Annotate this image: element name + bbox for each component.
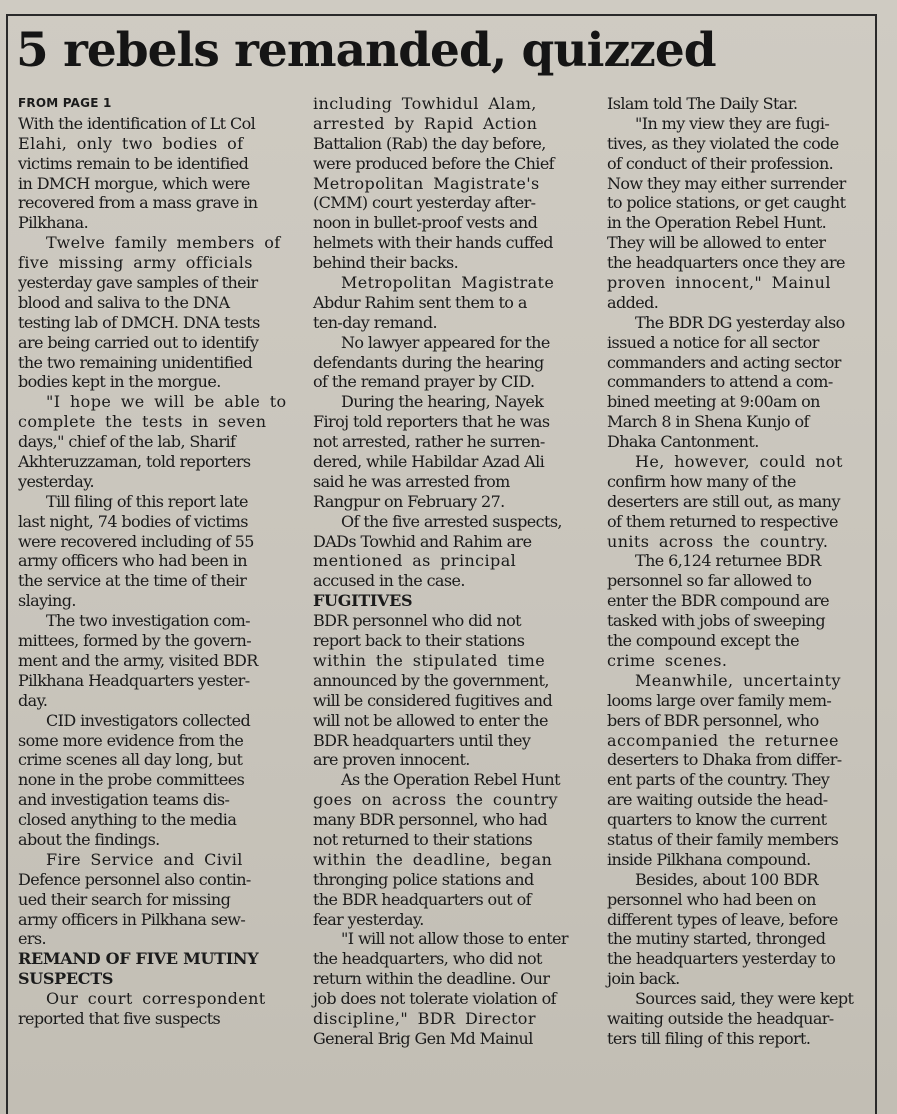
article-text-line: DADs Towhid and Rahim are xyxy=(313,531,532,551)
article-text-line: looms large over family mem- xyxy=(607,690,832,710)
article-text-line: the service at the time of their xyxy=(18,571,247,591)
article-text-line: Metropolitan Magistrate xyxy=(341,273,555,293)
article-text-line: personnel who had been on xyxy=(607,889,816,909)
article-text-line: reported that five suspects xyxy=(18,1008,221,1028)
article-text-line: join back. xyxy=(607,969,680,989)
article-text-line: fear yesterday. xyxy=(313,909,424,929)
article-text-line: The two investigation com- xyxy=(46,611,250,631)
article-text-line: and investigation teams dis- xyxy=(18,790,230,810)
article-text-line: Firoj told reporters that he was xyxy=(313,412,550,432)
article-text-line: Our court correspondent xyxy=(46,989,266,1009)
article-text-line: BDR personnel who did not xyxy=(313,611,521,631)
article-text-line: accused in the case. xyxy=(313,571,465,591)
article-text-line: within the stipulated time xyxy=(313,650,546,670)
article-text-line: dered, while Habildar Azad Ali xyxy=(313,452,545,472)
article-text-line: crime scenes all day long, but xyxy=(18,750,243,770)
article-text-line: five missing army officials xyxy=(18,253,253,273)
article-text-line: Islam told The Daily Star. xyxy=(607,94,798,113)
article-text-line: March 8 in Shena Kunjo of xyxy=(607,412,809,432)
article-text-line: within the deadline, began xyxy=(313,849,553,869)
article-text-line: behind their backs. xyxy=(313,253,459,273)
article-text-line: added. xyxy=(607,292,659,312)
article-text-line: day. xyxy=(18,690,48,710)
article-text-line: confirm how many of the xyxy=(607,471,796,491)
article-text-line: of conduct of their profession. xyxy=(607,153,834,173)
article-text-line: said he was arrested from xyxy=(313,471,510,491)
article-text-line: ment and the army, visited BDR xyxy=(18,650,258,670)
article-text-line: the headquarters, who did not xyxy=(313,949,542,969)
article-text-line: bined meeting at 9:00am on xyxy=(607,392,820,412)
article-text-line: none in the probe committees xyxy=(18,770,245,790)
article-text-line: army officers who had been in xyxy=(18,551,247,571)
article-text-line: General Brig Gen Md Mainul xyxy=(313,1028,533,1048)
article-text-line: in the Operation Rebel Hunt. xyxy=(607,213,827,233)
article-text-line: the compound except the xyxy=(607,631,799,651)
article-text-line: were produced before the Chief xyxy=(313,153,555,173)
article-text-line: complete the tests in seven xyxy=(18,412,267,432)
article-text-line: deserters to Dhaka from differ- xyxy=(607,750,842,770)
article-text-line: thronging police stations and xyxy=(313,869,534,889)
article-text-line: commanders and acting sector xyxy=(607,352,841,372)
article-text-line: "I will not allow those to enter xyxy=(341,929,568,949)
article-text-line: crime scenes. xyxy=(607,650,728,670)
article-text-line: CID investigators collected xyxy=(46,710,251,730)
article-text-line: noon in bullet-proof vests and xyxy=(313,213,538,233)
article-text-line: mittees, formed by the govern- xyxy=(18,631,252,651)
article-text-line: tives, as they violated the code xyxy=(607,133,839,153)
article-column-1 xyxy=(18,94,290,1029)
article-text-line: "In my view they are fugi- xyxy=(635,113,830,133)
article-text-line: Rangpur on February 27. xyxy=(313,491,505,511)
article-text-line: yesterday gave samples of their xyxy=(18,273,258,293)
article-text-line: arrested by Rapid Action xyxy=(313,113,538,133)
article-text-line: blood and saliva to the DNA xyxy=(18,292,230,312)
article-text-line: Sources said, they were kept xyxy=(635,989,854,1009)
article-column-2 xyxy=(313,94,589,1049)
article-text-line: report back to their stations xyxy=(313,631,525,651)
article-text-line: goes on across the country xyxy=(313,790,558,810)
top-border-rule xyxy=(6,14,877,16)
article-text-line: defendants during the hearing xyxy=(313,352,544,372)
article-text-line: many BDR personnel, who had xyxy=(313,810,548,830)
article-text-line: bodies kept in the morgue. xyxy=(18,372,221,392)
article-text-line: With the identification of Lt Col xyxy=(18,113,256,133)
article-text-line: Till filing of this report late xyxy=(46,491,248,511)
article-text-line: commanders to attend a com- xyxy=(607,372,833,392)
article-text-line: As the Operation Rebel Hunt xyxy=(341,770,560,790)
article-text-line: testing lab of DMCH. DNA tests xyxy=(18,312,260,332)
article-text-line: (CMM) court yesterday after- xyxy=(313,193,536,213)
article-text-line: about the findings. xyxy=(18,829,160,849)
article-text-line: some more evidence from the xyxy=(18,730,244,750)
article-text-line: different types of leave, before xyxy=(607,909,838,929)
article-text-line: Battalion (Rab) the day before, xyxy=(313,133,546,153)
article-text-line: job does not tolerate violation of xyxy=(313,989,557,1009)
article-text-line: announced by the government, xyxy=(313,670,549,690)
article-text-line: mentioned as principal xyxy=(313,551,517,571)
article-text-line: Besides, about 100 BDR xyxy=(635,869,818,889)
article-text-line: They will be allowed to enter xyxy=(607,233,826,253)
left-border-rule xyxy=(6,14,8,1114)
article-text-line: units across the country. xyxy=(607,531,829,551)
article-text-line: tasked with jobs of sweeping xyxy=(607,611,826,631)
article-text-line: the BDR headquarters out of xyxy=(313,889,531,909)
article-text-line: helmets with their hands cuffed xyxy=(313,233,553,253)
article-text-line: return within the deadline. Our xyxy=(313,969,550,989)
article-text-line: Elahi, only two bodies of xyxy=(18,133,244,153)
article-text-line: are proven innocent. xyxy=(313,750,470,770)
article-text-line: issued a notice for all sector xyxy=(607,332,819,352)
article-text-line: Metropolitan Magistrate's xyxy=(313,173,540,193)
article-text-line: The 6,124 returnee BDR xyxy=(635,551,821,571)
article-text-line: Twelve family members of xyxy=(46,233,281,253)
article-text-line: ued their search for missing xyxy=(18,889,231,909)
article-text-line: not returned to their stations xyxy=(313,829,533,849)
article-text-line: the two remaining unidentified xyxy=(18,352,253,372)
article-text-line: including Towhidul Alam, xyxy=(313,94,537,113)
article-text-line: ters till filing of this report. xyxy=(607,1028,811,1048)
article-text-line: ten-day remand. xyxy=(313,312,437,332)
article-text-line: Pilkhana. xyxy=(18,213,89,233)
article-text-line: bers of BDR personnel, who xyxy=(607,710,819,730)
article-text-line: quarters to know the current xyxy=(607,810,827,830)
article-text-line: Now they may either surrender xyxy=(607,173,846,193)
article-text-line: were recovered including of 55 xyxy=(18,531,254,551)
article-text-line: Dhaka Cantonment. xyxy=(607,432,759,452)
article-text-line: days," chief of the lab, Sharif xyxy=(18,432,236,452)
article-text-line: inside Pilkhana compound. xyxy=(607,849,811,869)
article-text-line: the mutiny started, thronged xyxy=(607,929,826,949)
article-text-line: not arrested, rather he surren- xyxy=(313,432,545,452)
article-text-line: recovered from a mass grave in xyxy=(18,193,258,213)
article-text-line: are waiting outside the head- xyxy=(607,790,828,810)
headline: 5 rebels remanded, quizzed xyxy=(16,23,716,78)
article-text-line: enter the BDR compound are xyxy=(607,591,830,611)
article-text-line: accompanied the returnee xyxy=(607,730,839,750)
article-text-line: No lawyer appeared for the xyxy=(341,332,550,352)
article-text-line: slaying. xyxy=(18,591,76,611)
article-text-line: ers. xyxy=(18,929,47,949)
article-text-line: He, however, could not xyxy=(635,452,843,472)
article-text-line: will not be allowed to enter the xyxy=(313,710,548,730)
kicker-from-page-1: FROM PAGE 1 xyxy=(18,96,112,110)
section-subhead: SUSPECTS xyxy=(18,969,114,989)
article-text-line: status of their family members xyxy=(607,829,839,849)
article-text-line: Pilkhana Headquarters yester- xyxy=(18,670,250,690)
article-text-line: The BDR DG yesterday also xyxy=(635,312,845,332)
article-text-line: in DMCH morgue, which were xyxy=(18,173,250,193)
section-subhead: REMAND OF FIVE MUTINY xyxy=(18,949,259,969)
article-text-line: discipline," BDR Director xyxy=(313,1008,536,1028)
article-text-line: the headquarters yesterday to xyxy=(607,949,836,969)
article-text-line: the headquarters once they are xyxy=(607,253,845,273)
article-text-line: Akhteruzzaman, told reporters xyxy=(18,452,251,472)
article-text-line: During the hearing, Nayek xyxy=(341,392,544,412)
article-text-line: "I hope we will be able to xyxy=(46,392,287,412)
article-text-line: to police stations, or get caught xyxy=(607,193,846,213)
article-text-line: BDR headquarters until they xyxy=(313,730,531,750)
article-text-line: Defence personnel also contin- xyxy=(18,869,251,889)
article-text-line: closed anything to the media xyxy=(18,810,237,830)
article-text-line: ent parts of the country. They xyxy=(607,770,830,790)
article-text-line: are being carried out to identify xyxy=(18,332,259,352)
article-column-3 xyxy=(607,94,883,1049)
article-text-line: Meanwhile, uncertainty xyxy=(635,670,841,690)
article-text-line: deserters are still out, as many xyxy=(607,491,840,511)
article-text-line: of them returned to respective xyxy=(607,511,838,531)
article-text-line: yesterday. xyxy=(18,471,95,491)
article-text-line: army officers in Pilkhana sew- xyxy=(18,909,246,929)
article-text-line: last night, 74 bodies of victims xyxy=(18,511,248,531)
article-text-line: proven innocent," Mainul xyxy=(607,273,831,293)
section-subhead: FUGITIVES xyxy=(313,591,413,611)
article-text-line: Of the five arrested suspects, xyxy=(341,511,562,531)
article-text-line: Fire Service and Civil xyxy=(46,849,243,869)
article-text-line: victims remain to be identified xyxy=(18,153,249,173)
article-text-line: waiting outside the headquar- xyxy=(607,1008,834,1028)
article-text-line: of the remand prayer by CID. xyxy=(313,372,535,392)
article-text-line: personnel so far allowed to xyxy=(607,571,812,591)
article-text-line: Abdur Rahim sent them to a xyxy=(313,292,527,312)
article-text-line: will be considered fugitives and xyxy=(313,690,553,710)
